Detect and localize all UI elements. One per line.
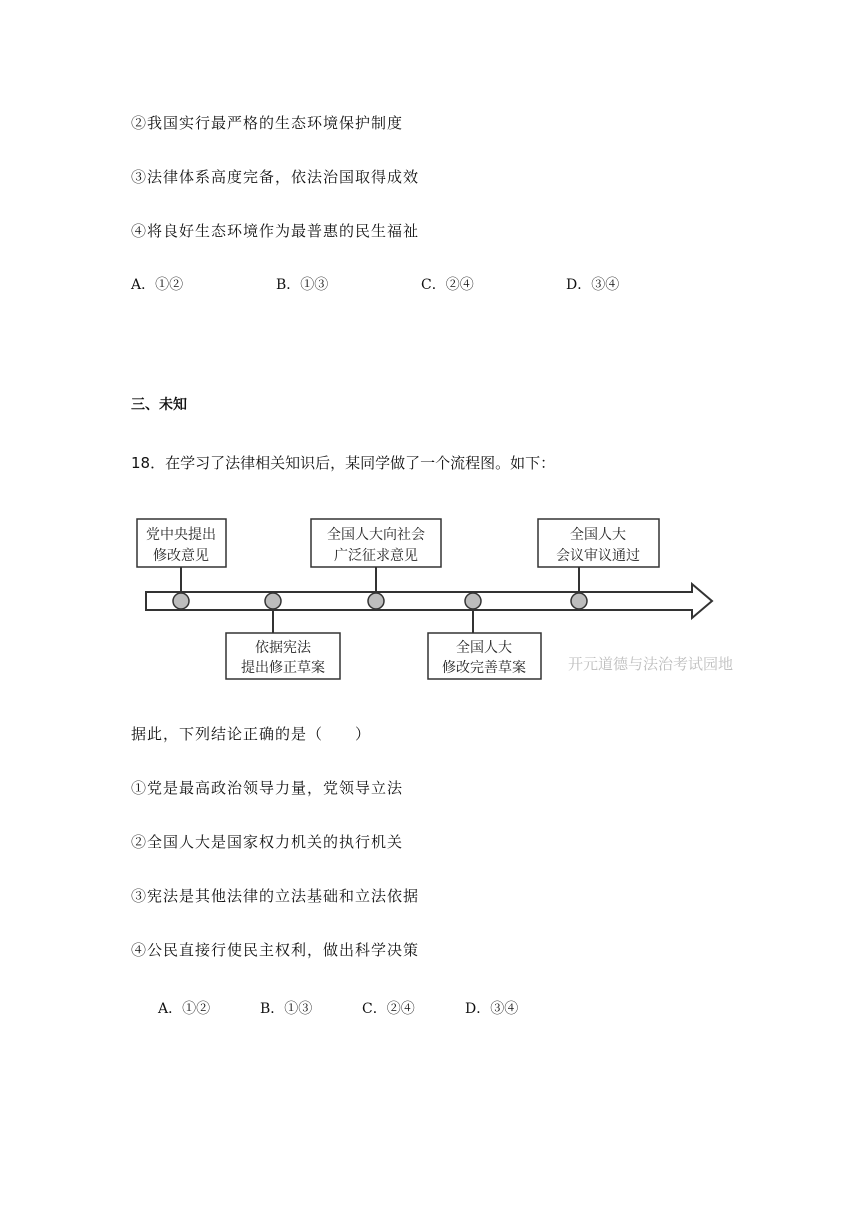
svg-text:全国人大向社会: 全国人大向社会 [327, 527, 425, 543]
svg-text:修改意见: 修改意见 [153, 548, 209, 564]
q18-statement-4: ④公民直接行使民主权利，做出科学决策 [131, 941, 420, 959]
option-a: A．①② [131, 277, 184, 293]
svg-text:全国人大: 全国人大 [570, 527, 626, 543]
q18-statement-2: ②全国人大是国家权力机关的执行机关 [131, 833, 404, 851]
section-title: 三、未知 [131, 397, 187, 413]
flow-box-4 [428, 633, 541, 679]
flowchart [0, 505, 860, 685]
svg-text:广泛征求意见: 广泛征求意见 [334, 548, 418, 564]
timeline-node [173, 593, 189, 609]
option-b: B．①③ [276, 277, 329, 293]
question-title: 18．在学习了法律相关知识后，某同学做了一个流程图。如下： [131, 454, 556, 472]
svg-text:修改完善草案: 修改完善草案 [442, 660, 526, 676]
watermark-text: 开元道德与法治考试园地 [568, 655, 734, 673]
flow-box-3 [311, 519, 441, 567]
statement-4: ④将良好生态环境作为最普惠的民生福祉 [131, 222, 420, 240]
q18-option-c: C．②④ [362, 1001, 415, 1017]
q18-statement-3: ③宪法是其他法律的立法基础和立法依据 [131, 887, 420, 905]
svg-text:全国人大: 全国人大 [456, 640, 512, 656]
option-d: D．③④ [566, 277, 620, 293]
statement-3: ③法律体系高度完备，依法治国取得成效 [131, 168, 420, 186]
svg-text:依据宪法: 依据宪法 [255, 640, 311, 656]
timeline-node [368, 593, 384, 609]
q18-statement-1: ①党是最高政治领导力量，党领导立法 [131, 779, 404, 797]
timeline-arrow [146, 584, 712, 618]
flow-box-5 [538, 519, 659, 567]
flow-box-2 [226, 633, 340, 679]
svg-text:党中央提出: 党中央提出 [146, 527, 216, 543]
q18-option-a: A．①② [158, 1001, 211, 1017]
svg-text:会议审议通过: 会议审议通过 [556, 548, 640, 564]
timeline-node [465, 593, 481, 609]
option-c: C．②④ [421, 277, 474, 293]
q18-option-b: B．①③ [260, 1001, 313, 1017]
timeline-node [571, 593, 587, 609]
flow-box-1 [137, 519, 226, 567]
timeline-node [265, 593, 281, 609]
question-prompt: 据此，下列结论正确的是（ ） [131, 725, 372, 743]
q18-option-d: D．③④ [465, 1001, 519, 1017]
svg-text:提出修正草案: 提出修正草案 [241, 660, 325, 676]
statement-2: ②我国实行最严格的生态环境保护制度 [131, 114, 404, 132]
